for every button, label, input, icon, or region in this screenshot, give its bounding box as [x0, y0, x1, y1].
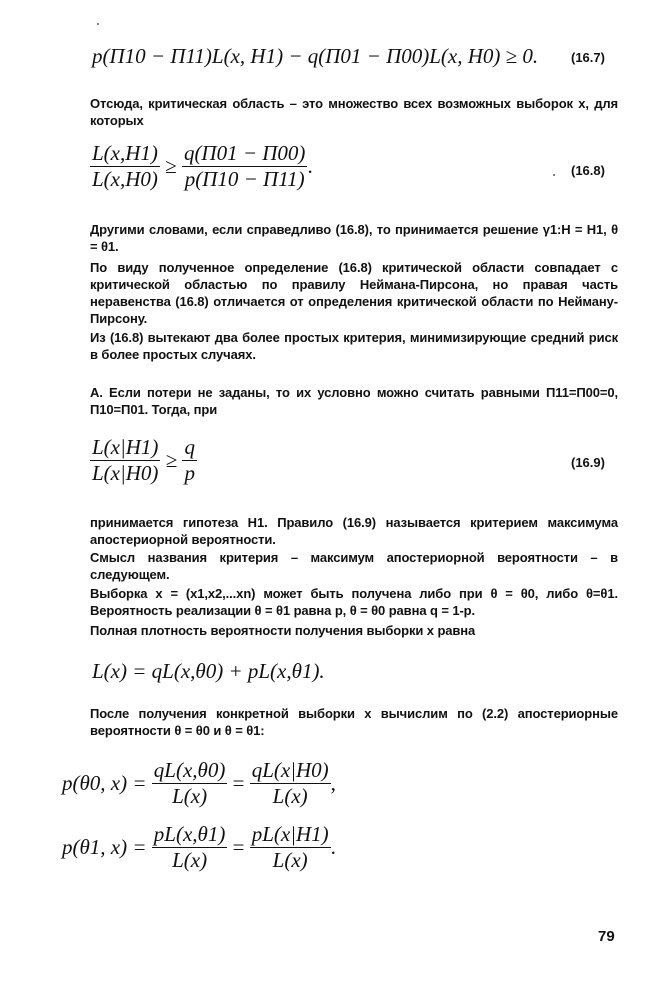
fraction-likelihood-ratio — [90, 435, 160, 486]
paragraph-sample: Выборка x = (x1,x2,...xn) может быть получена либо при θ = θ0, либо θ=θ1. Вероятность реализации θ = θ1 равна p, θ = θ0 равна q = 1-p. — [90, 586, 618, 618]
equation-end-mark: . — [330, 835, 336, 859]
equation-total-density — [92, 659, 325, 684]
fraction-numerator: q — [184, 435, 195, 459]
fraction-posterior — [152, 758, 228, 809]
fraction-likelihood-ratio — [90, 141, 160, 192]
posterior-lhs: p(θ1, x) = — [62, 835, 147, 859]
equation-16-9 — [90, 435, 197, 486]
equation-posterior-theta0 — [62, 758, 336, 809]
fraction-posterior-h — [250, 758, 331, 809]
relation-sign: ≥ — [165, 154, 177, 178]
paragraph-decision: Другими словами, если справедливо (16.8), то принимается решение γ1:H = H1, θ = θ1. — [90, 222, 618, 254]
fraction-numerator: qL(x|H0) — [251, 758, 329, 782]
equation-16-8-number: (16.8) — [571, 163, 605, 178]
fraction-denominator: L(x) — [272, 848, 308, 872]
page-number: 79 — [598, 928, 615, 945]
fraction-prior-ratio — [182, 435, 197, 486]
fraction-numerator: L(x|H1) — [92, 435, 159, 459]
paragraph-total-density: Полная плотность вероятности получения выборки x равна — [90, 623, 476, 638]
equation-16-7-formula: p(Π10 − Π11)L(x, H1) − q(Π01 − Π00)L(x, H0) ≥ 0. — [92, 44, 539, 68]
fraction-denominator: L(x) — [272, 784, 308, 808]
equation-total-density-formula: L(x) = qL(x,θ0) + pL(x,θ1). — [92, 659, 325, 683]
fraction-denominator: L(x) — [172, 784, 208, 808]
fraction-denominator: p — [184, 461, 195, 485]
fraction-numerator: pL(x|H1) — [251, 822, 329, 846]
paragraph-two-criteria: Из (16.8) вытекают два более простых критерия, минимизирующие средний риск в более простых случаях. — [90, 330, 618, 362]
relation-sign: ≥ — [165, 448, 178, 472]
equation-16-8 — [90, 141, 313, 192]
fraction-denominator: L(x|H0) — [92, 461, 159, 485]
paragraph-map-criterion: принимается гипотеза H1. Правило (16.9) называется критерием максимума апостериорной вероятности. — [90, 515, 618, 547]
fraction-numerator: qL(x,θ0) — [153, 758, 226, 782]
paragraph-posterior: После получения конкретной выборки x вычислим по (2.2) апостериорные вероятности θ = θ0 и θ = θ1: — [90, 706, 618, 738]
paragraph-neyman-pearson: По виду полученное определение (16.8) критической области совпадает с критической областью по правилу Неймана-Пирсона, но правая часть неравенства (16.8) отличается от определения критической области по Нейману-Пирсону. — [90, 260, 618, 326]
fraction-denominator: L(x) — [172, 848, 208, 872]
fraction-posterior-h — [250, 822, 331, 873]
fraction-numerator: pL(x,θ1) — [153, 822, 226, 846]
fraction-posterior — [152, 822, 228, 873]
equation-end-mark: , — [330, 771, 336, 795]
paragraph-critical-region: Отсюда, критическая область – это множество всех возможных выборок x, для которых — [90, 96, 618, 128]
equation-end-mark: . — [307, 154, 313, 178]
paragraph-meaning: Смысл названия критерия – максимум апостериорной вероятности – в следующем. — [90, 550, 618, 582]
paragraph-case-a: A. Если потери не заданы, то их условно можно считать равными Π11=Π00=0, Π10=Π01. Тогда, при — [90, 385, 618, 417]
equation-16-7-number: (16.7) — [571, 50, 605, 65]
equals-sign: = — [232, 835, 245, 859]
scan-speck — [553, 174, 555, 176]
equation-16-7 — [92, 44, 538, 69]
equals-sign: = — [232, 771, 245, 795]
equation-16-9-number: (16.9) — [571, 455, 605, 470]
scan-speck — [97, 23, 99, 25]
fraction-numerator: q(Π01 − Π00) — [183, 141, 306, 165]
fraction-loss-ratio — [182, 141, 308, 192]
fraction-denominator: L(x,H0) — [92, 167, 158, 191]
fraction-numerator: L(x,H1) — [92, 141, 158, 165]
equation-posterior-theta1 — [62, 822, 336, 873]
fraction-denominator: p(Π10 − Π11) — [184, 167, 305, 191]
posterior-lhs: p(θ0, x) = — [62, 771, 147, 795]
